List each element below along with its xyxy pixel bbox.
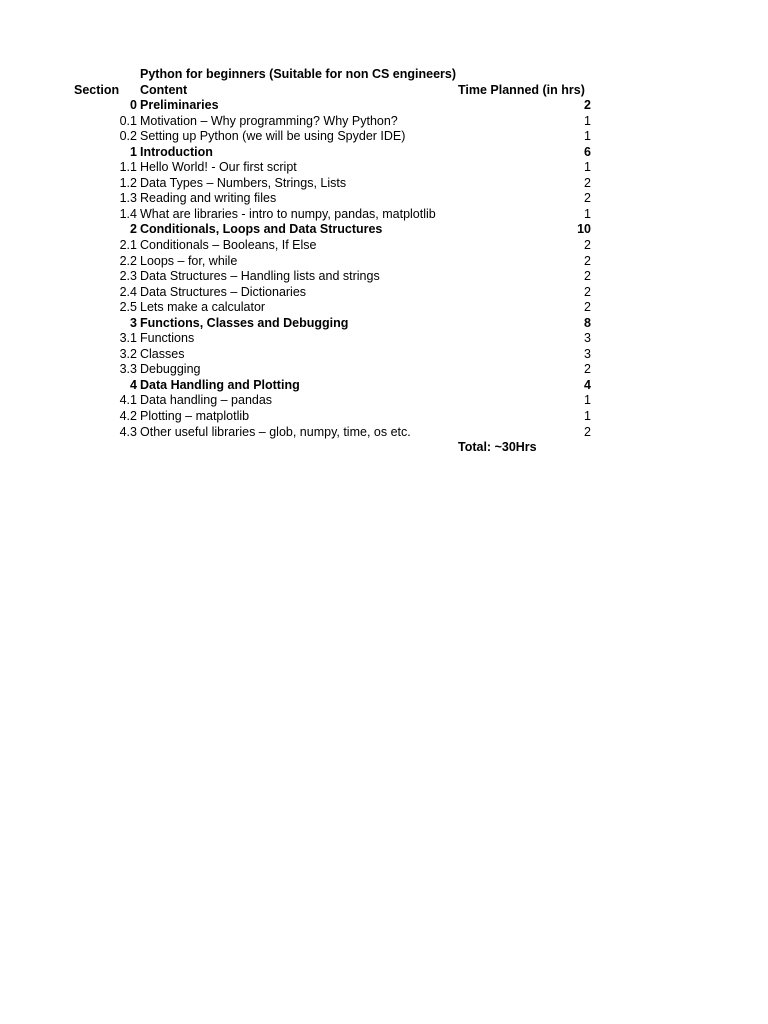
syllabus-rows bbox=[0, 98, 768, 440]
section-heading-row bbox=[0, 316, 768, 332]
time-planned-value: 2 bbox=[584, 175, 591, 190]
content-text: Reading and writing files bbox=[140, 191, 277, 206]
time-planned-value: 1 bbox=[584, 206, 591, 221]
section-number: 1.1 bbox=[119, 160, 137, 175]
section-number: 2.2 bbox=[119, 253, 137, 268]
total-hours: Total: ~30Hrs bbox=[458, 440, 537, 455]
section-number: 1.3 bbox=[119, 191, 137, 206]
content-text: What are libraries - intro to numpy, pandas, matplotlib bbox=[140, 206, 436, 221]
section-number: 1.4 bbox=[119, 206, 137, 221]
content-text: Data Structures – Dictionaries bbox=[140, 284, 307, 299]
syllabus-sheet bbox=[0, 67, 768, 456]
content-text: Other useful libraries – glob, numpy, time, os etc. bbox=[140, 424, 411, 439]
time-planned-value: 1 bbox=[584, 409, 591, 424]
section-number: 2.1 bbox=[119, 238, 137, 253]
content-text: Motivation – Why programming? Why Python? bbox=[140, 113, 398, 128]
section-number: 3.3 bbox=[119, 362, 137, 377]
content-text: Functions, Classes and Debugging bbox=[140, 315, 349, 330]
section-number: 4 bbox=[130, 377, 137, 392]
content-text: Data Types – Numbers, Strings, Lists bbox=[140, 175, 347, 190]
topic-row bbox=[0, 269, 768, 285]
topic-row bbox=[0, 285, 768, 301]
topic-row bbox=[0, 176, 768, 192]
header-section: Section bbox=[74, 82, 120, 97]
section-number: 0.1 bbox=[119, 113, 137, 128]
title-row bbox=[0, 67, 768, 83]
time-planned-value: 2 bbox=[584, 191, 591, 206]
content-text: Lets make a calculator bbox=[140, 300, 266, 315]
time-planned-value: 1 bbox=[584, 160, 591, 175]
header-time-planned: Time Planned (in hrs) bbox=[458, 82, 585, 97]
section-number: 1 bbox=[130, 144, 137, 159]
topic-row bbox=[0, 362, 768, 378]
topic-row bbox=[0, 393, 768, 409]
time-planned-value: 2 bbox=[584, 253, 591, 268]
section-number: 0.2 bbox=[119, 129, 137, 144]
time-planned-value: 4 bbox=[584, 377, 591, 392]
topic-row bbox=[0, 238, 768, 254]
time-planned-value: 6 bbox=[584, 144, 591, 159]
content-text: Functions bbox=[140, 331, 195, 346]
content-text: Preliminaries bbox=[140, 98, 219, 113]
topic-row bbox=[0, 114, 768, 130]
topic-row bbox=[0, 300, 768, 316]
content-text: Hello World! - Our first script bbox=[140, 160, 297, 175]
section-heading-row bbox=[0, 145, 768, 161]
content-text: Plotting – matplotlib bbox=[140, 409, 250, 424]
time-planned-value: 3 bbox=[584, 331, 591, 346]
topic-row bbox=[0, 207, 768, 223]
section-number: 1.2 bbox=[119, 175, 137, 190]
topic-row bbox=[0, 425, 768, 441]
content-text: Conditionals – Booleans, If Else bbox=[140, 238, 317, 253]
header-content: Content bbox=[140, 82, 188, 97]
section-number: 4.3 bbox=[119, 424, 137, 439]
section-number: 3 bbox=[130, 315, 137, 330]
time-planned-value: 2 bbox=[584, 269, 591, 284]
time-planned-value: 2 bbox=[584, 300, 591, 315]
content-text: Classes bbox=[140, 346, 185, 361]
section-heading-row bbox=[0, 378, 768, 394]
header-row bbox=[0, 83, 768, 99]
content-text: Data Structures – Handling lists and strings bbox=[140, 269, 380, 284]
time-planned-value: 2 bbox=[584, 98, 591, 113]
topic-row bbox=[0, 191, 768, 207]
content-text: Conditionals, Loops and Data Structures bbox=[140, 222, 383, 237]
time-planned-value: 1 bbox=[584, 113, 591, 128]
content-text: Data handling – pandas bbox=[140, 393, 273, 408]
section-number: 4.1 bbox=[119, 393, 137, 408]
section-number: 3.1 bbox=[119, 331, 137, 346]
topic-row bbox=[0, 347, 768, 363]
section-number: 2.4 bbox=[119, 284, 137, 299]
time-planned-value: 2 bbox=[584, 284, 591, 299]
content-text: Loops – for, while bbox=[140, 253, 238, 268]
section-heading-row bbox=[0, 222, 768, 238]
topic-row bbox=[0, 160, 768, 176]
document-title: Python for beginners (Suitable for non CS engineers) bbox=[140, 67, 456, 81]
content-text: Debugging bbox=[140, 362, 201, 377]
section-heading-row bbox=[0, 98, 768, 114]
topic-row bbox=[0, 331, 768, 347]
topic-row bbox=[0, 254, 768, 270]
time-planned-value: 8 bbox=[584, 315, 591, 330]
time-planned-value: 2 bbox=[584, 238, 591, 253]
content-text: Setting up Python (we will be using Spyder IDE) bbox=[140, 129, 406, 144]
content-text: Introduction bbox=[140, 144, 213, 159]
section-number: 2.5 bbox=[119, 300, 137, 315]
content-text: Data Handling and Plotting bbox=[140, 377, 300, 392]
topic-row bbox=[0, 409, 768, 425]
total-row bbox=[0, 440, 768, 456]
time-planned-value: 10 bbox=[577, 222, 591, 237]
section-number: 0 bbox=[130, 98, 137, 113]
time-planned-value: 2 bbox=[584, 362, 591, 377]
topic-row bbox=[0, 129, 768, 145]
time-planned-value: 2 bbox=[584, 424, 591, 439]
time-planned-value: 3 bbox=[584, 346, 591, 361]
section-number: 2.3 bbox=[119, 269, 137, 284]
section-number: 2 bbox=[130, 222, 137, 237]
section-number: 3.2 bbox=[119, 346, 137, 361]
time-planned-value: 1 bbox=[584, 129, 591, 144]
time-planned-value: 1 bbox=[584, 393, 591, 408]
section-number: 4.2 bbox=[119, 409, 137, 424]
